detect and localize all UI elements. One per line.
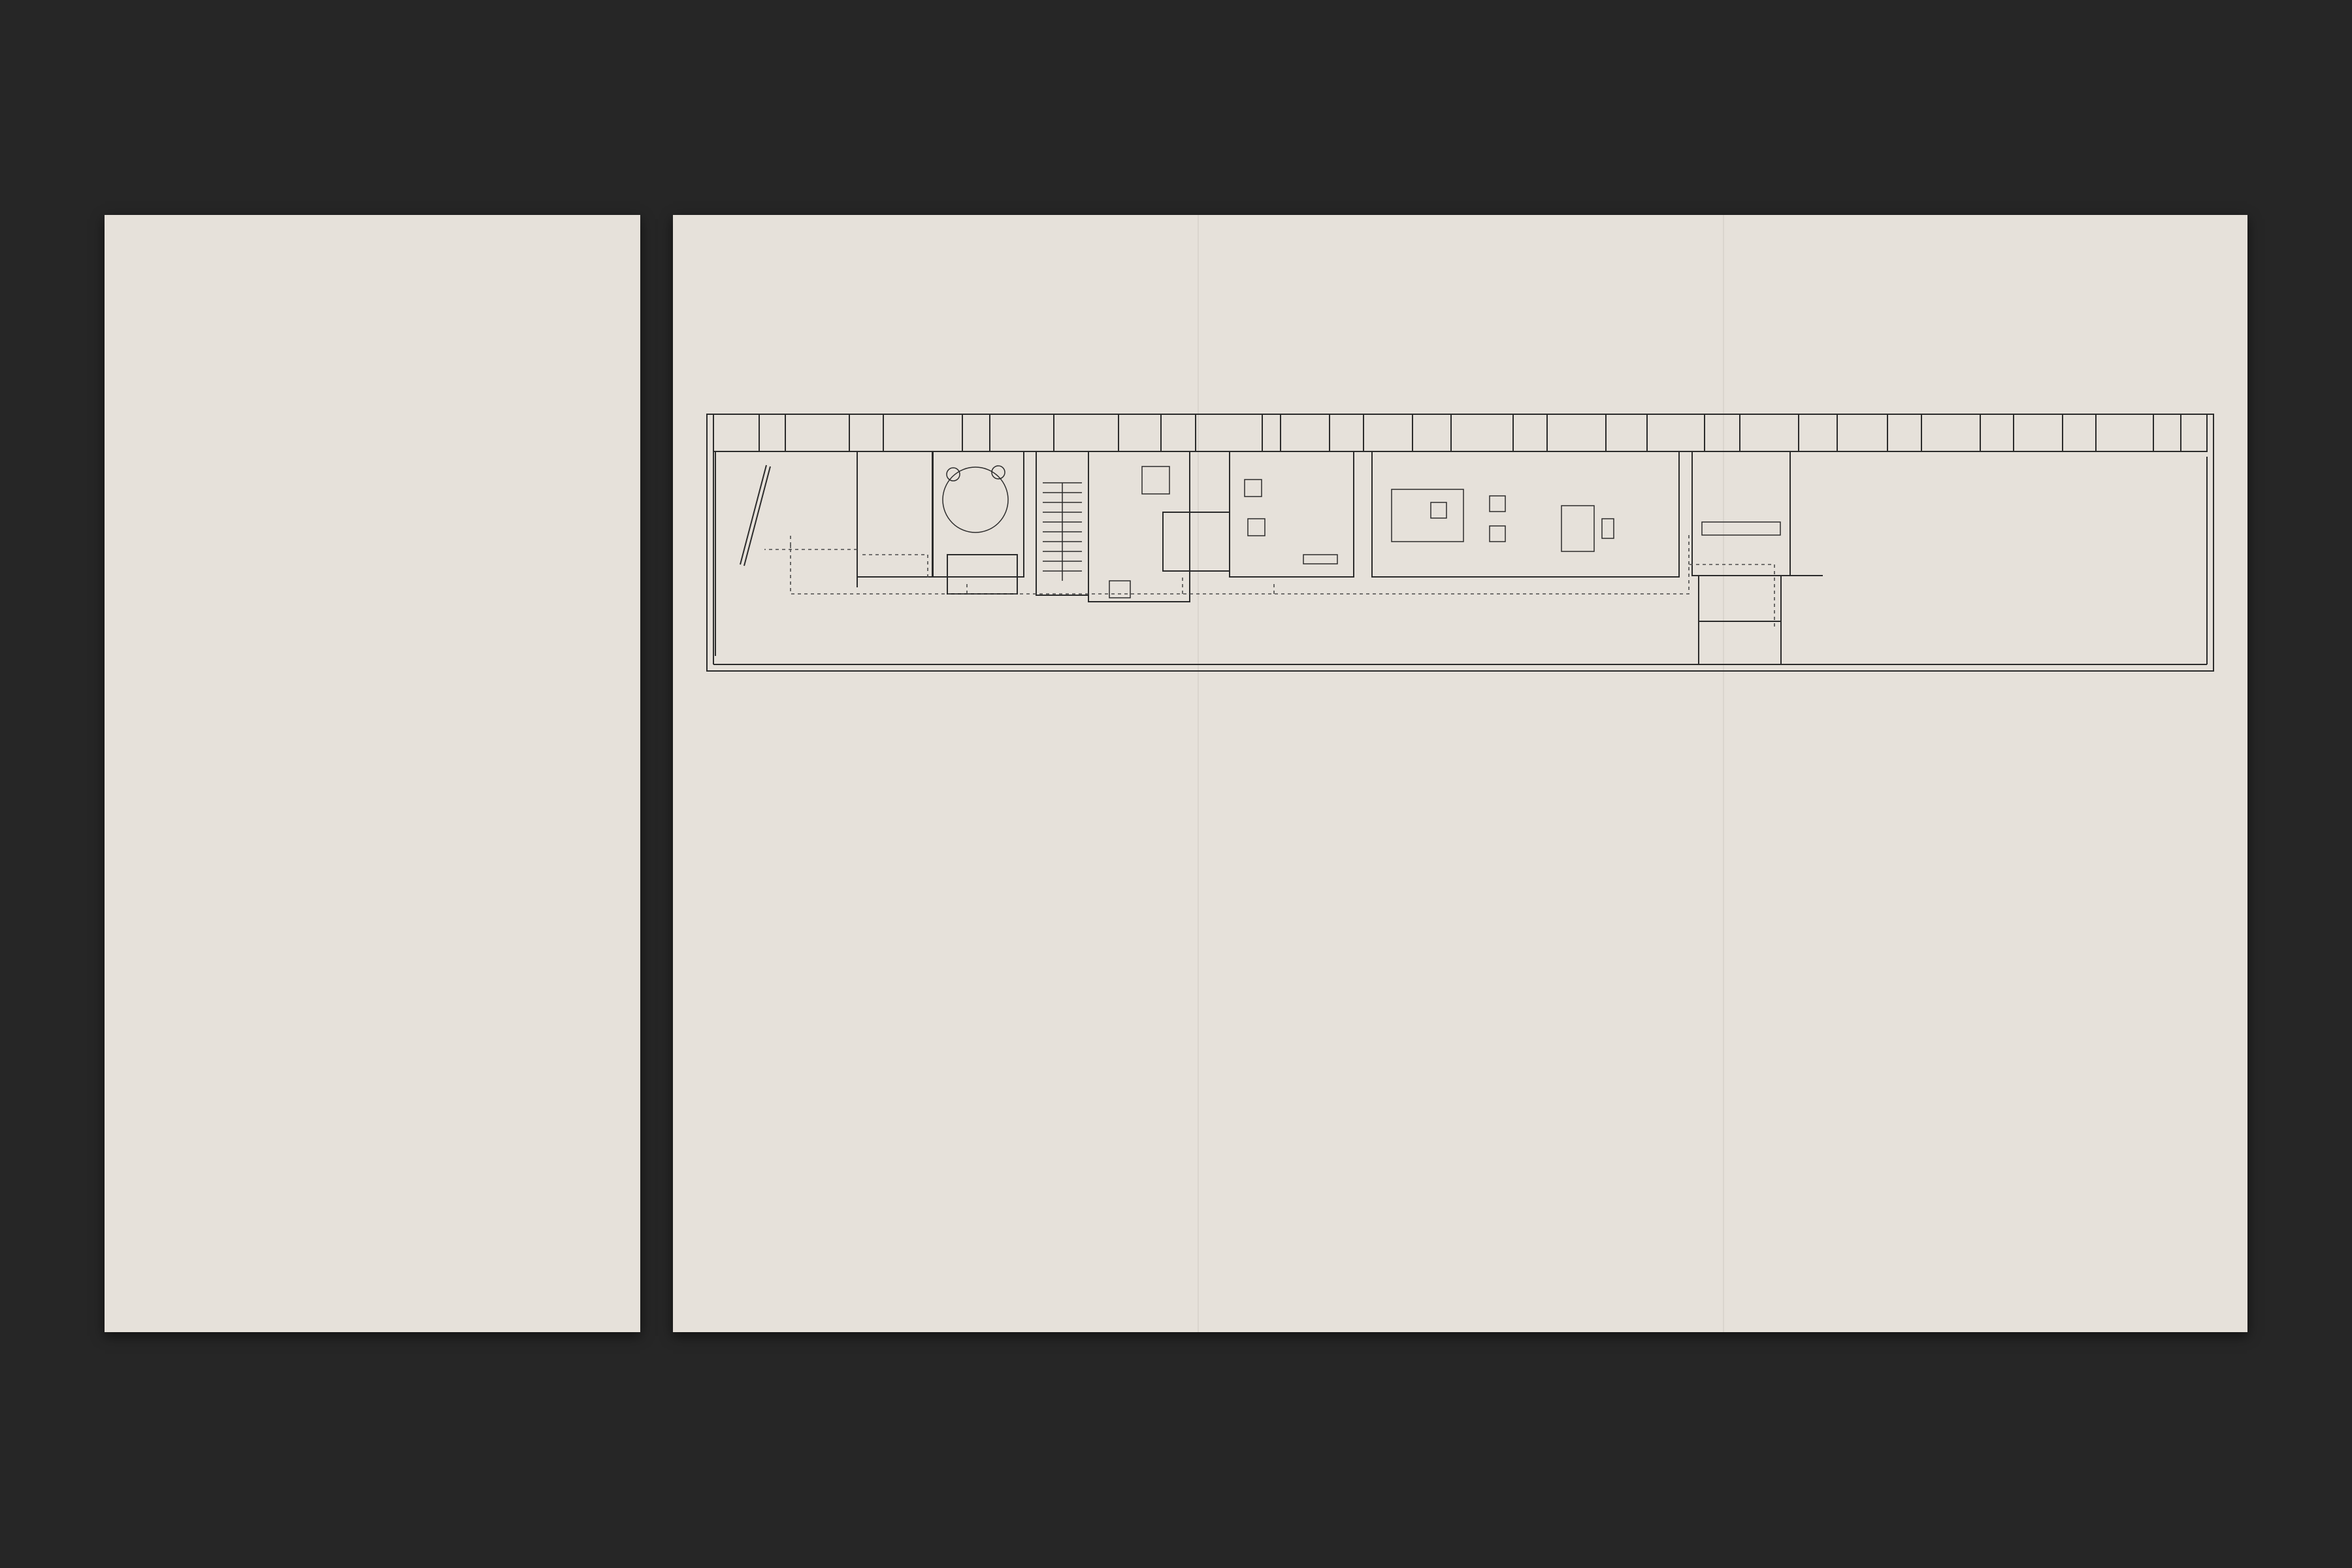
floor-plan-spread xyxy=(673,215,2247,1332)
floor-plan xyxy=(673,215,2247,868)
cover-leaflet xyxy=(105,215,640,1332)
building-walls xyxy=(707,414,2213,671)
visitor-route xyxy=(764,535,1774,627)
